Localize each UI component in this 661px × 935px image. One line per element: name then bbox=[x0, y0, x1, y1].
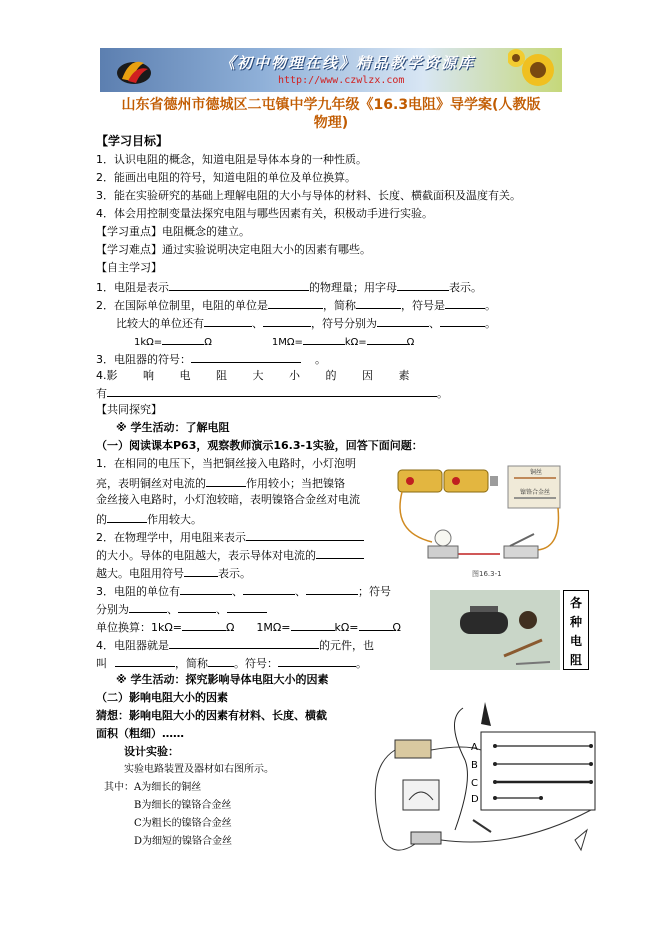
self-study-q1 bbox=[96, 279, 482, 295]
blank[interactable] bbox=[359, 619, 393, 631]
blank[interactable] bbox=[367, 333, 407, 345]
p2-line2 bbox=[96, 547, 364, 563]
key-point: 【学习重点】电阻概念的建立。 bbox=[96, 225, 250, 238]
p1-line4 bbox=[96, 511, 202, 527]
blank[interactable] bbox=[316, 547, 364, 559]
conv-a: 1kΩ= bbox=[134, 337, 163, 348]
blank[interactable] bbox=[268, 297, 323, 309]
guess-line1: 猜想：影响电阻大小的因素有材料、长度、横截 bbox=[96, 709, 327, 722]
activity-2: ※ 学生活动：探究影响导体电阻大小的因素 bbox=[116, 673, 329, 686]
q4-text-b: 有 bbox=[96, 387, 107, 400]
circuit-label-c: C bbox=[471, 778, 478, 789]
circuit-label-d: D bbox=[471, 794, 479, 805]
goal-item: 2．能画出电阻的符号，知道电阻的单位及单位换算。 bbox=[96, 171, 356, 184]
wire-b: B为细长的镍铬合金丝 bbox=[134, 800, 232, 811]
p1-text: 的 bbox=[96, 513, 107, 526]
experiment-note: 实验电路装置及器材如右图所示。 bbox=[124, 764, 274, 775]
q2e-text-a: 比较大的单位还有 bbox=[116, 317, 204, 330]
p4-text: 4．电阻器就是 bbox=[96, 639, 169, 652]
q3-text-b: 。 bbox=[315, 353, 326, 366]
wire-a: 其中：A为细长的铜丝 bbox=[104, 782, 202, 793]
p4-text: ，简称 bbox=[175, 657, 208, 670]
blank[interactable] bbox=[169, 279, 309, 291]
p3-text: 、 bbox=[295, 585, 306, 598]
blank[interactable] bbox=[278, 655, 356, 667]
p3-text: 1MΩ= bbox=[256, 621, 291, 634]
blank[interactable] bbox=[377, 315, 429, 327]
blank[interactable] bbox=[107, 511, 147, 523]
blank[interactable] bbox=[397, 279, 449, 291]
blank[interactable] bbox=[356, 297, 401, 309]
conv-e: Ω bbox=[406, 337, 415, 348]
p3-line2 bbox=[96, 601, 267, 617]
experiment-figure bbox=[392, 462, 562, 582]
q2e-text-c: ，符号分别为 bbox=[311, 317, 377, 330]
q2-text-d: 。 bbox=[485, 299, 496, 312]
conv-b: Ω bbox=[204, 337, 212, 348]
p2-text: 的大小。导体的电阻越大，表示导体对电流的 bbox=[96, 549, 316, 562]
p4-line1 bbox=[96, 637, 374, 653]
p3-text: 3．电阻的单位有 bbox=[96, 585, 180, 598]
nichrome-label: 镍铬合金丝 bbox=[520, 489, 551, 496]
goal-item: 4．体会用控制变量法探究电阻与哪些因素有关，积极动手进行实验。 bbox=[96, 207, 433, 220]
p3-text: Ω bbox=[226, 621, 235, 634]
blank[interactable] bbox=[178, 601, 216, 613]
q2e-text-b: 、 bbox=[252, 317, 263, 330]
sunflower-icon bbox=[508, 48, 562, 92]
banner-url[interactable]: http://www.czwlzx.com bbox=[278, 75, 405, 86]
self-study-heading: 【自主学习】 bbox=[96, 261, 162, 274]
resistors-photo bbox=[430, 590, 560, 670]
self-study-q3 bbox=[96, 351, 326, 367]
figure-caption: 图16.3-1 bbox=[472, 570, 502, 578]
p4-text: 。 bbox=[356, 657, 367, 670]
p3-line1 bbox=[96, 583, 391, 599]
copper-label: 铜丝 bbox=[530, 469, 543, 476]
circuit-label-b: B bbox=[471, 760, 478, 771]
p2-text: 越大。电阻用符号 bbox=[96, 567, 184, 580]
document-title-line2: 物理) bbox=[313, 115, 349, 131]
p3-text: Ω bbox=[392, 621, 401, 634]
q4-text-c: 。 bbox=[437, 387, 448, 400]
part-2-heading: （二）影响电阻大小的因素 bbox=[96, 691, 228, 704]
p3-text: 单位换算：1kΩ= bbox=[96, 621, 182, 634]
blank[interactable] bbox=[445, 297, 485, 309]
p3-text: kΩ= bbox=[334, 621, 359, 634]
label-char: 种 bbox=[569, 615, 582, 629]
guess-line2: 面积（粗细）…… bbox=[96, 727, 184, 740]
blank[interactable] bbox=[227, 601, 267, 613]
p2-text: 表示。 bbox=[218, 567, 251, 580]
q2-text-b: ，简称 bbox=[323, 299, 356, 312]
q1-text-c: 表示。 bbox=[449, 281, 482, 294]
p1-line1: 1．在相同的电压下，当把铜丝接入电路时，小灯泡明 bbox=[96, 457, 356, 470]
q2-text-c: ，符号是 bbox=[401, 299, 445, 312]
wire-c: C为粗长的镍铬合金丝 bbox=[134, 818, 232, 829]
q2e-text-d: 、 bbox=[429, 317, 440, 330]
p4-text: 的元件，也 bbox=[319, 639, 374, 652]
explore-heading: 【共同探究】 bbox=[96, 403, 162, 416]
p1-text: 亮，表明铜丝对电流的 bbox=[96, 477, 206, 490]
goal-item: 3．能在实验研究的基础上理解电阻的大小与导体的材料、长度、横截面积及温度有关。 bbox=[96, 189, 521, 202]
blank[interactable] bbox=[263, 315, 311, 327]
blank[interactable] bbox=[243, 583, 295, 595]
blank[interactable] bbox=[306, 583, 358, 595]
goals-heading: 【学习目标】 bbox=[96, 134, 169, 148]
self-study-q2-extra bbox=[116, 315, 496, 331]
blank[interactable] bbox=[180, 583, 232, 595]
blank[interactable] bbox=[204, 315, 252, 327]
q1-text-a: 1．电阻是表示 bbox=[96, 281, 169, 294]
wire-d: D为细短的镍铬合金丝 bbox=[134, 836, 233, 847]
p3-text: 、 bbox=[216, 603, 227, 616]
blank[interactable] bbox=[162, 333, 204, 345]
blank[interactable] bbox=[184, 565, 218, 577]
unit-conversion bbox=[134, 333, 414, 350]
q1-text-b: 的物理量；用字母 bbox=[309, 281, 397, 294]
p3-text: ；符号 bbox=[358, 585, 391, 598]
design-heading: 设计实验： bbox=[124, 745, 179, 758]
resistor-types-label bbox=[563, 590, 589, 670]
p2-line1 bbox=[96, 529, 364, 545]
document-title-line1: 山东省德州市德城区二屯镇中学九年级《16.3电阻》导学案(人教版 bbox=[121, 97, 541, 113]
self-study-q4 bbox=[96, 369, 562, 383]
p4-text: 。符号： bbox=[234, 657, 278, 670]
circuit-label-a: A bbox=[471, 742, 478, 753]
goal-item: 1．认识电阻的概念，知道电阻是导体本身的一种性质。 bbox=[96, 153, 367, 166]
self-study-q2 bbox=[96, 297, 496, 313]
blank[interactable] bbox=[129, 601, 167, 613]
conv-c: 1MΩ= bbox=[271, 337, 303, 348]
q3-text-a: 3．电阻器的符号： bbox=[96, 353, 191, 366]
p3-text: 、 bbox=[232, 585, 243, 598]
banner-title: 《初中物理在线》精品教学资源库 bbox=[220, 54, 476, 72]
p4-text: 叫 bbox=[96, 657, 107, 670]
site-logo-icon bbox=[114, 53, 154, 87]
circuit-diagram bbox=[355, 700, 605, 870]
blank[interactable] bbox=[169, 637, 319, 649]
part-1-intro: （一）阅读课本P63，观察教师演示16.3-1实验，回答下面问题： bbox=[96, 439, 423, 452]
label-char: 各 bbox=[569, 596, 582, 610]
q2e-text-e: 。 bbox=[485, 317, 496, 330]
difficulty-point: 【学习难点】通过实验说明决定电阻大小的因素有哪些。 bbox=[96, 243, 371, 256]
q2-text-a: 2．在国际单位制里，电阻的单位是 bbox=[96, 299, 268, 312]
blank[interactable] bbox=[440, 315, 485, 327]
q4-text-a: 4.影 响 电 阻 大 小 的 因 素 bbox=[96, 369, 410, 382]
p3-text: 分别为 bbox=[96, 603, 129, 616]
label-char: 阻 bbox=[569, 653, 582, 667]
document-title bbox=[100, 96, 562, 132]
p1-line2 bbox=[96, 475, 345, 491]
blank[interactable] bbox=[208, 655, 234, 667]
p4-line2 bbox=[96, 655, 367, 671]
blank[interactable] bbox=[115, 655, 175, 667]
blank[interactable] bbox=[107, 385, 437, 397]
blank[interactable] bbox=[206, 475, 246, 487]
p2-text: 2．在物理学中，用电阻来表示 bbox=[96, 531, 246, 544]
blank[interactable] bbox=[182, 619, 226, 631]
self-study-q4-line2 bbox=[96, 385, 448, 401]
blank[interactable] bbox=[303, 333, 345, 345]
site-banner bbox=[100, 48, 562, 92]
blank[interactable] bbox=[246, 529, 364, 541]
activity-1: ※ 学生活动：了解电阻 bbox=[116, 421, 230, 434]
p1-text: 作用较大。 bbox=[147, 513, 202, 526]
blank[interactable] bbox=[291, 619, 335, 631]
p3-line3 bbox=[96, 619, 401, 635]
conv-d: kΩ= bbox=[344, 337, 367, 348]
p2-line3 bbox=[96, 565, 251, 581]
p3-text: 、 bbox=[167, 603, 178, 616]
blank[interactable] bbox=[191, 351, 301, 363]
p1-line3: 金丝接入电路时，小灯泡较暗，表明镍铬合金丝对电流 bbox=[96, 493, 360, 506]
label-char: 电 bbox=[569, 634, 582, 648]
p1-text: 作用较小；当把镍铬 bbox=[246, 477, 345, 490]
